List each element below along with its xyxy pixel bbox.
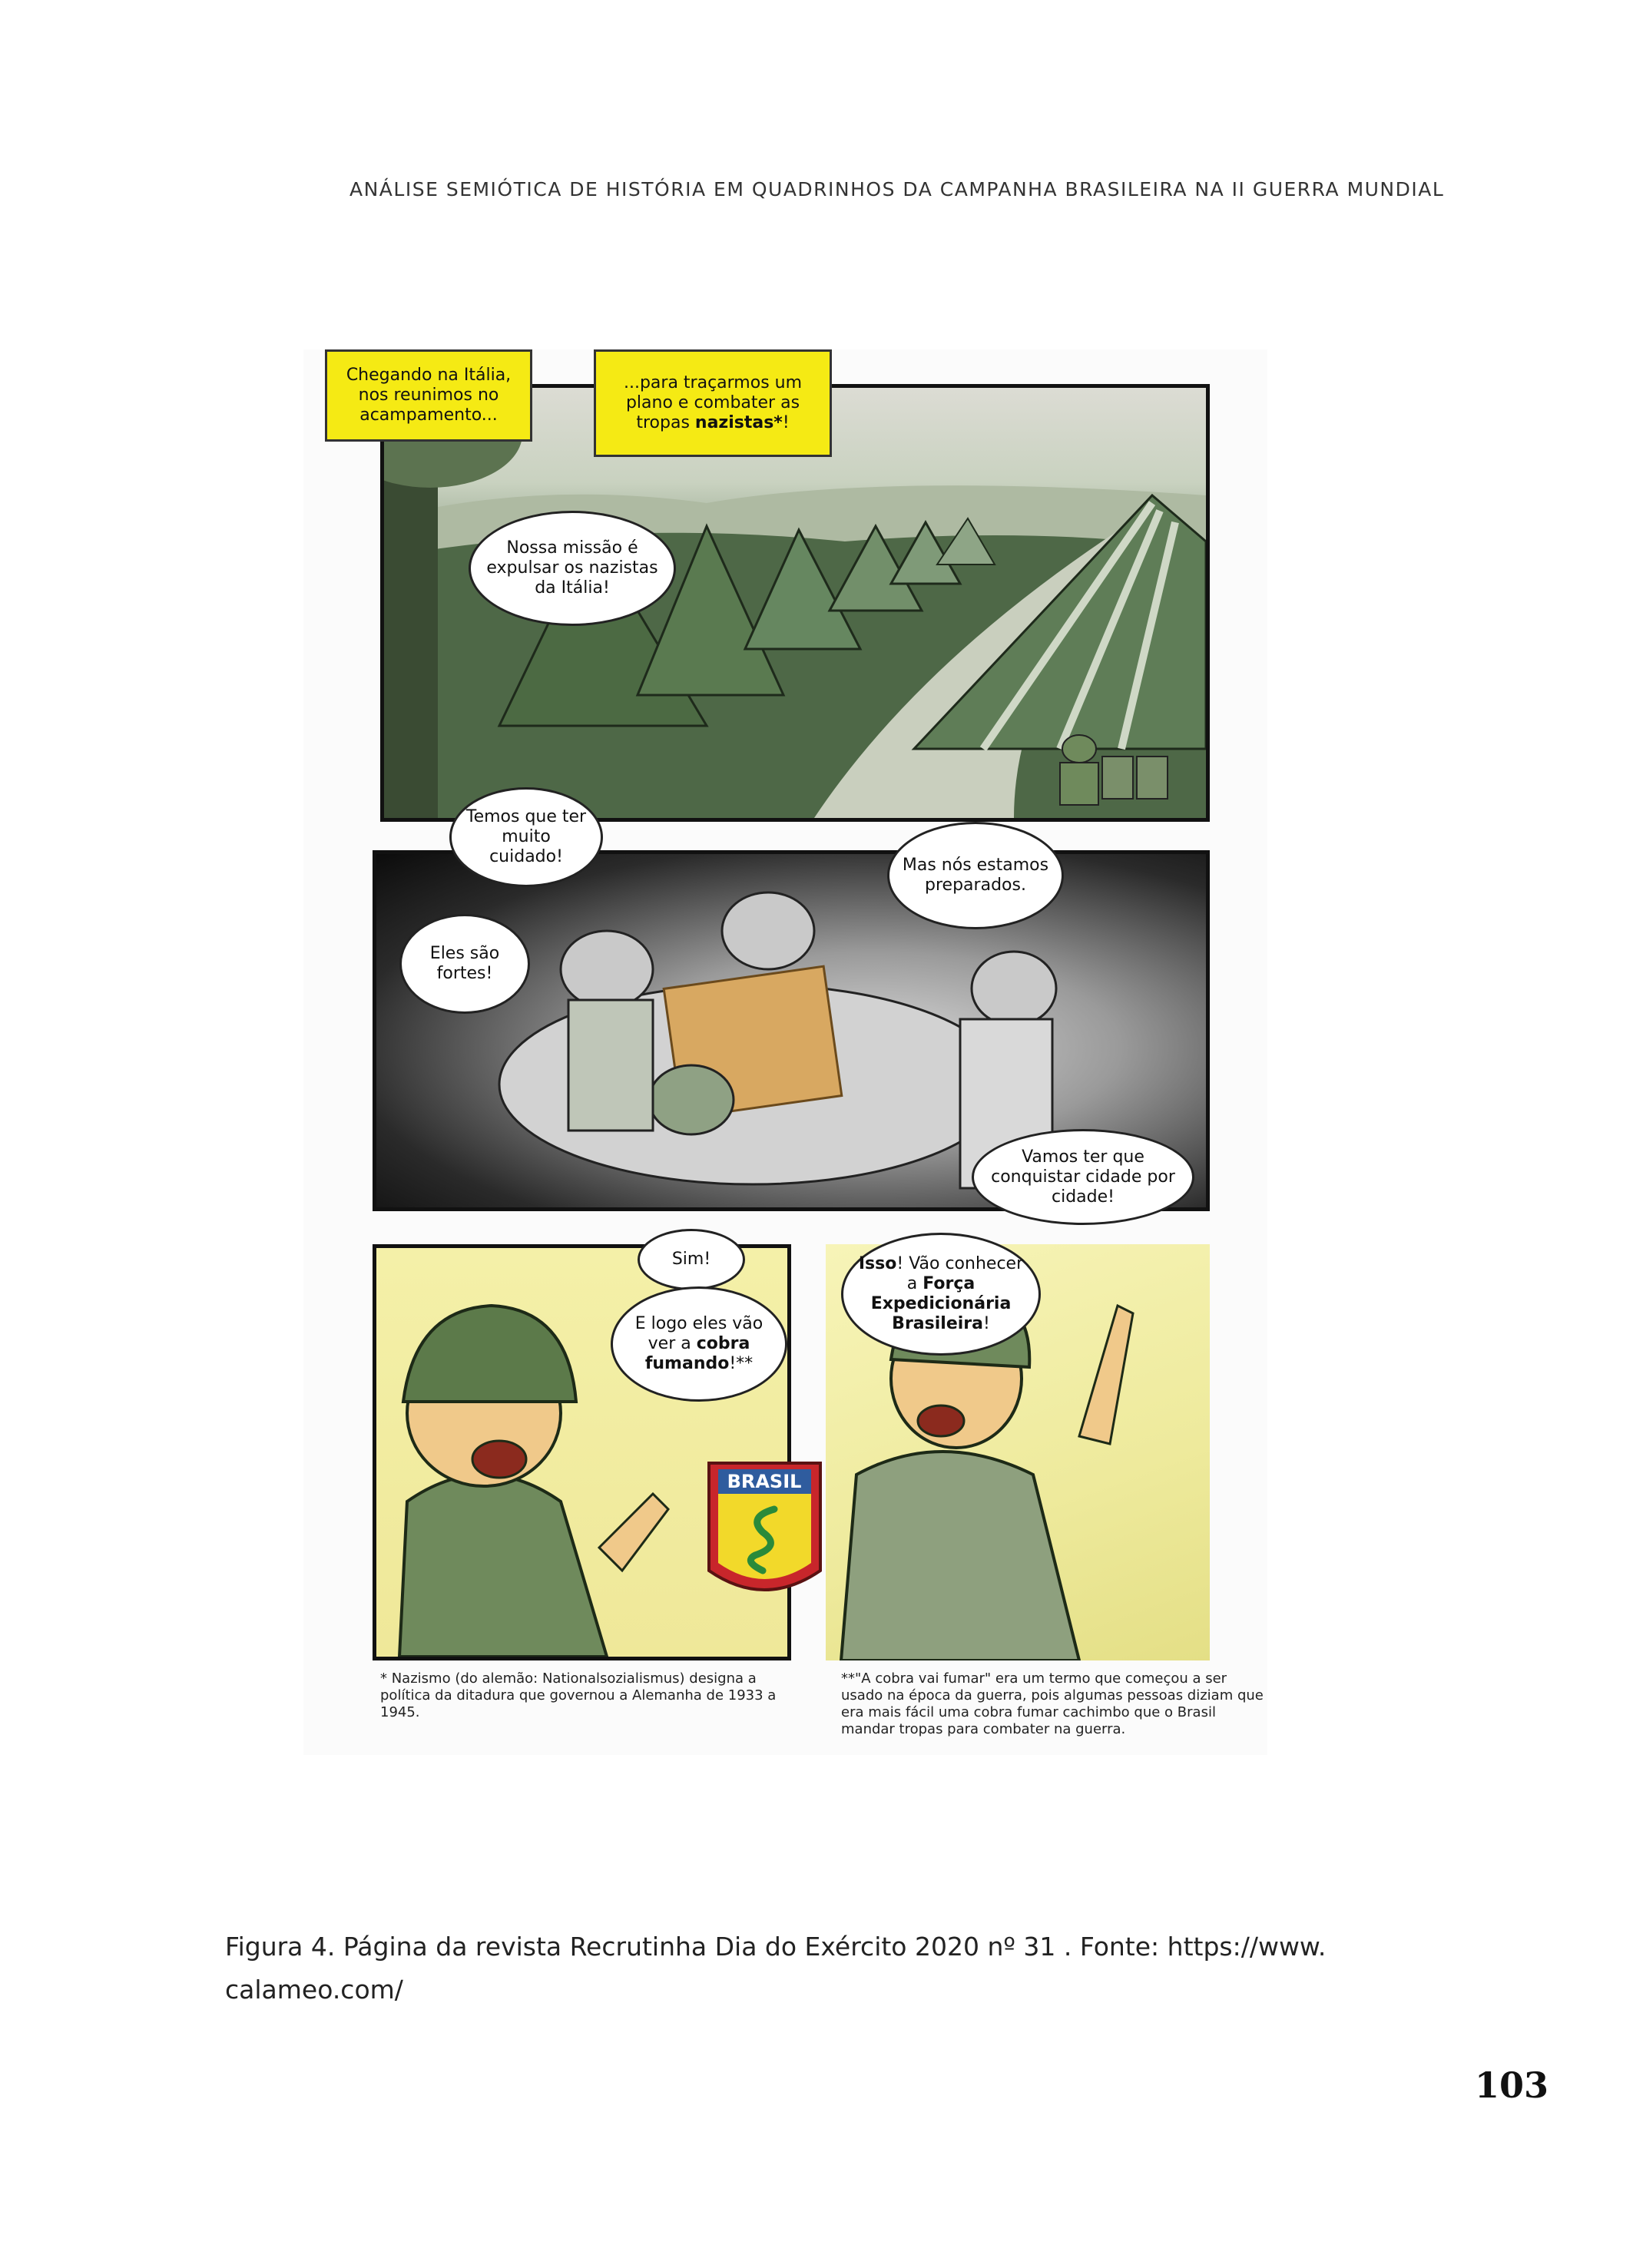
speech-careful-text: Temos que ter muito cuidado! — [465, 807, 587, 866]
speech-bubble-feb — [841, 1233, 1041, 1356]
speech-cobra-text: E logo eles vão ver a cobra fumando!** — [634, 1314, 764, 1373]
feb-badge-emblem — [701, 1455, 828, 1609]
running-header: ANÁLISE SEMIÓTICA DE HISTÓRIA EM QUADRINHOS DA CAMPANHA BRASILEIRA NA II GUERRA MUNDIAL — [349, 178, 1445, 200]
page-number: 103 — [1475, 2064, 1549, 2106]
figure-source-url: https://www. calameo.com/ — [225, 1932, 1327, 2005]
caption-plan-text: ...para traçarmos um plano e combater as tropas nazistas*! — [623, 373, 803, 432]
speech-bubble-sim — [638, 1229, 745, 1290]
figure-caption — [225, 1925, 1454, 2011]
speech-bubble-conquer — [972, 1129, 1194, 1225]
speech-feb-text: Isso! Vão conhecer a Força Expedicionária Brasileira! — [858, 1254, 1024, 1333]
caption-box-plan — [594, 349, 832, 457]
smoking-snake-icon — [701, 1455, 828, 1609]
footnote-cobra-fumar: **"A cobra vai fumar" era um termo que começou a ser usado na época da guerra, pois algumas pessoas diziam que era mais fácil uma cobra fumar cachimbo que o Brasil mandar tropas para combater na guerra. — [841, 1670, 1264, 1737]
figure-description: Página da revista Recrutinha Dia do Exército 2020 nº 31 . — [335, 1932, 1080, 1962]
figure-label: Figura 4. — [225, 1932, 336, 1962]
figure-source-label: Fonte: — [1079, 1932, 1160, 1962]
badge-label: BRASIL — [727, 1471, 802, 1492]
speech-bubble-cobra — [611, 1286, 787, 1402]
caption-arrival-text: Chegando na Itália, nos reunimos no acampamento... — [346, 366, 512, 425]
speech-mission-text: Nossa missão é expulsar os nazistas da Itália! — [486, 538, 658, 598]
speech-sim-text: Sim! — [671, 1250, 711, 1269]
caption-box-arrival — [325, 349, 532, 442]
speech-bubble-mission — [469, 511, 676, 626]
speech-conquer-text: Vamos ter que conquistar cidade por cidade! — [991, 1147, 1175, 1207]
speech-bubble-prepared — [887, 822, 1064, 929]
footnote-nazismo: * Nazismo (do alemão: Nationalsozialismus) designa a política da ditadura que governou a Alemanha de 1933 a 1945. — [380, 1670, 777, 1720]
speech-prepared-text: Mas nós estamos preparados. — [902, 856, 1049, 895]
comic-page-image — [303, 349, 1267, 1755]
speech-strong-text: Eles são fortes! — [429, 944, 500, 983]
speech-bubble-careful — [449, 787, 603, 887]
speech-bubble-strong — [399, 914, 530, 1014]
